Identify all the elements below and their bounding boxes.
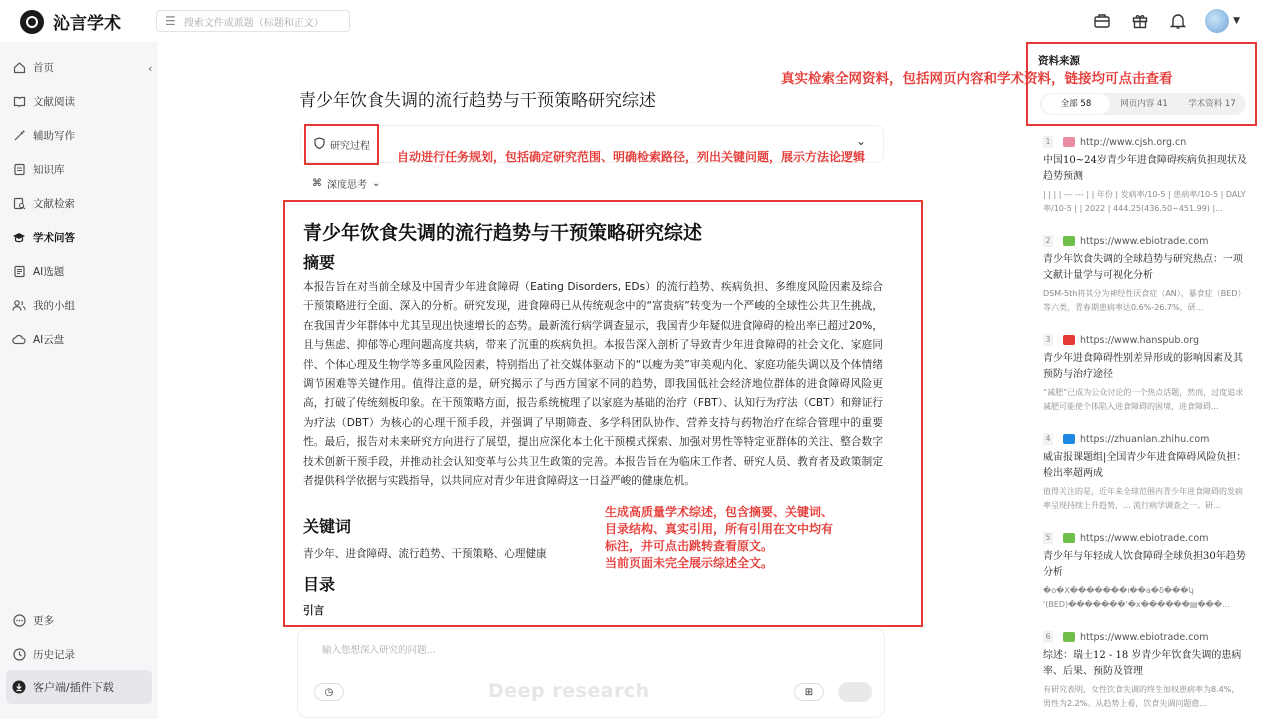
site-favicon-icon xyxy=(1063,533,1075,543)
research-process-button[interactable] xyxy=(304,124,379,165)
question-input[interactable]: 输入您想深入研究的问题... xyxy=(322,645,436,656)
annotation-process: 自动进行任务规划，包括确定研究范围、明确检索路径，列出关键问题，展示方法论逻辑 xyxy=(397,150,866,164)
bell-icon[interactable] xyxy=(1167,10,1189,32)
abstract-heading: 摘要 xyxy=(303,253,336,272)
source-head xyxy=(1043,531,1247,545)
magic-pen-icon xyxy=(12,128,26,142)
site-favicon-icon xyxy=(1063,434,1075,444)
deep-think-toggle[interactable] xyxy=(312,176,380,191)
source-item[interactable] xyxy=(1043,432,1247,513)
source-number: 3 xyxy=(1043,334,1053,346)
clock-icon: ◷ xyxy=(324,686,334,698)
search-placeholder: 搜索文件或派题（标题和正文） xyxy=(183,17,324,29)
source-head xyxy=(1043,333,1247,347)
source-number: 5 xyxy=(1043,532,1053,544)
source-item[interactable] xyxy=(1043,234,1247,315)
sidebar-item-knowledge[interactable] xyxy=(6,154,152,184)
sidebar-item-history[interactable] xyxy=(6,639,152,669)
sources-header xyxy=(1026,42,1257,126)
source-head xyxy=(1043,234,1247,248)
question-input-box[interactable] xyxy=(297,628,885,718)
tab-academic[interactable]: 学术资料 17 xyxy=(1188,99,1236,109)
annotation-line: 生成高质量学术综述，包含摘要、关键词、 xyxy=(605,505,834,519)
more-icon xyxy=(12,613,26,627)
review-title: 青少年饮食失调的流行趋势与干预策略研究综述 xyxy=(303,222,703,244)
sidebar-item-ai-topic[interactable] xyxy=(6,256,152,286)
history-button[interactable] xyxy=(314,683,344,701)
top-actions xyxy=(1091,9,1240,33)
keywords-heading: 关键词 xyxy=(303,517,352,536)
source-snippet: 有研究表明，女性饮食失调的终生加权患病率为8.4%，男性为2.2%。从趋势上看，饮食失调问题愈... xyxy=(1043,685,1240,708)
source-title[interactable]: 青少年饮食失调的全球趋势与研究热点：一项文献计量学与可视化分析 xyxy=(1043,254,1243,281)
deep-think-label: 深度思考 xyxy=(327,180,367,191)
site-favicon-icon xyxy=(1063,632,1075,642)
site-favicon-icon xyxy=(1063,137,1075,147)
review-content xyxy=(283,200,923,627)
sidebar-item-home[interactable] xyxy=(6,52,152,82)
annotation-line: 目录结构、真实引用，所有引用在文中均有 xyxy=(605,522,834,536)
source-title[interactable]: 青少年与年轻成人饮食障碍全球负担30年趋势分析 xyxy=(1043,551,1246,578)
deep-research-watermark: Deep research xyxy=(488,680,650,702)
source-title[interactable]: 威宙报课题组|全国青少年进食障碍风险负担：检出率超两成 xyxy=(1043,452,1247,479)
sidebar-item-academic-qa[interactable] xyxy=(6,222,152,252)
source-item[interactable] xyxy=(1043,531,1247,612)
sidebar-item-ai-cloud[interactable] xyxy=(6,324,152,354)
site-favicon-icon xyxy=(1063,335,1075,345)
source-title[interactable]: 青少年进食障碍性别差异形成的影响因素及其预防与治疗途径 xyxy=(1043,353,1243,380)
chevron-down-icon: ⌄ xyxy=(372,178,381,189)
sidebar-item-download[interactable] xyxy=(6,670,152,704)
sidebar-item-label: 首页 xyxy=(33,61,54,74)
group-icon xyxy=(12,298,26,312)
source-head xyxy=(1043,432,1247,446)
source-head xyxy=(1043,135,1247,149)
chevron-down-icon[interactable]: ⌄ xyxy=(856,134,867,148)
source-number: 6 xyxy=(1043,631,1053,643)
source-snippet: �o�X�������ı��a�δ���ʮ '(BED)�������'�x������▤���... xyxy=(1043,586,1230,609)
sidebar-item-label: 文献检索 xyxy=(33,197,75,210)
abstract-text: 本报告旨在对当前全球及中国青少年进食障碍（Eating Disorders, EDs）的流行趋势、疾病负担、多维度风险因素及综合干预策略进行全面、深入的分析。研究发现，进食障碍已从传统观念中的“富贵病”转变为一个严峻的全球性公共卫生挑战，在我国青少年群体中尤其呈现出快速增长的态势。最新流行病学调查显示，我国青少年疑似进食障碍的检出率已超过20%，且与焦虑、抑郁等心理问题高度共病，带来了沉重的疾病负担。本报告深入剖析了导致青少年进食障碍的社会文化、家庭同伴、个体心理及生物学等多重风险因素，特别指出了社交媒体驱动下的“以瘦为美”审美观内化、家庭功能失调以及个体情绪调节困难等关键作用。值得注意的是，研究揭示了与西方国家不同的趋势，即我国低社会经济地位群体的进食障碍风险更高，打破了传统刻板印象。在干预策略方面，报告系统梳理了以家庭为基础的治疗（FBT）、认知行为疗法（CBT）和辩证行为疗法（DBT）为核心的心理干预手段，并强调了早期筛查、多学科团队协作、营养支持与药物治疗在综合管理中的重要性。最后，报告对未来研究方向进行了展望，提出应深化本土化干预模式探索、加强对男性等特定亚群体的关注、整合数字技术创新干预手段，并推动社会认知变革与公共卫生政策的完善。本报告旨在为临床工作者、研究人员、教育者及政策制定者提供科学依据与实践指导，以共同应对青少年进食障碍这一日益严峻的健康危机。 xyxy=(303,281,883,488)
menu-lines-icon: ☰ xyxy=(165,14,176,28)
search-document-icon xyxy=(12,196,26,210)
source-url[interactable]: https://zhuanlan.zhihu.com xyxy=(1080,433,1210,445)
source-number: 1 xyxy=(1043,136,1053,148)
keywords-text: 青少年、进食障碍、流行趋势、干预策略、心理健康 xyxy=(303,548,547,560)
sidebar-item-label: 历史记录 xyxy=(33,648,75,661)
sources-title: 资料来源 xyxy=(1038,55,1080,67)
home-icon xyxy=(12,60,26,74)
sources-tabs xyxy=(1040,93,1246,115)
shield-icon xyxy=(314,137,325,152)
search-input[interactable] xyxy=(156,10,350,32)
source-title[interactable]: 中国10~24岁青少年进食障碍疾病负担现状及趋势预测 xyxy=(1043,155,1247,182)
source-snippet: DSM-5th将其分为神经性厌食症（AN）、暴食症（BED）等六类，青春期患病率达0.6%-26.7%，研... xyxy=(1043,289,1246,312)
sidebar-item-label: 客户端/插件下载 xyxy=(33,681,114,694)
gift-icon[interactable] xyxy=(1129,10,1151,32)
cloud-icon xyxy=(12,332,26,346)
logo-mark-icon xyxy=(20,10,44,34)
tab-web[interactable]: 网页内容 41 xyxy=(1120,99,1168,109)
app-logo[interactable] xyxy=(20,9,121,34)
sidebar-item-label: AI云盘 xyxy=(33,333,65,346)
page-title: 青少年饮食失调的流行趋势与干预策略研究综述 xyxy=(299,91,656,111)
annotation-line: 标注，并可点击跳转查看原文。 xyxy=(605,539,774,553)
source-number: 2 xyxy=(1043,235,1053,247)
collapse-sidebar-icon[interactable]: ‹ xyxy=(148,62,153,75)
site-favicon-icon xyxy=(1063,236,1075,246)
source-url[interactable]: https://www.ebiotrade.com xyxy=(1080,235,1209,247)
source-item[interactable] xyxy=(1043,630,1247,711)
briefcase-icon[interactable] xyxy=(1091,10,1113,32)
clock-icon xyxy=(12,647,26,661)
book-icon xyxy=(12,94,26,108)
sidebar-item-my-group[interactable] xyxy=(6,290,152,320)
source-head xyxy=(1043,630,1247,644)
download-icon xyxy=(12,680,26,694)
top-bar xyxy=(0,0,1266,42)
sidebar-item-label: 文献阅读 xyxy=(33,95,75,108)
tab-all[interactable]: 全部 58 xyxy=(1042,94,1110,114)
attach-button[interactable] xyxy=(794,683,824,701)
source-item[interactable] xyxy=(1043,135,1247,216)
annotation-line: 当前页面未完全展示综述全文。 xyxy=(605,556,774,570)
sidebar-item-writing[interactable] xyxy=(6,120,152,150)
chevron-down-icon[interactable]: ▼ xyxy=(1233,16,1240,26)
sidebar-item-label: 学术问答 xyxy=(33,231,75,244)
sidebar-item-label: 我的小组 xyxy=(33,299,75,312)
send-button[interactable] xyxy=(838,682,872,702)
sidebar-item-literature-search[interactable] xyxy=(6,188,152,218)
research-process-label: 研究过程 xyxy=(330,141,370,152)
sidebar-item-label: 更多 xyxy=(33,614,54,627)
document-icon xyxy=(12,162,26,176)
source-number: 4 xyxy=(1043,433,1053,445)
sidebar-item-label: 辅助写作 xyxy=(33,129,75,142)
annotation-review xyxy=(605,504,833,572)
source-url[interactable]: https://www.ebiotrade.com xyxy=(1080,631,1209,643)
user-avatar[interactable] xyxy=(1205,9,1229,33)
source-url[interactable]: https://www.hanspub.org xyxy=(1080,334,1200,346)
source-snippet: “减肥”已成为公众讨论的一个热点话题，然而，过度追求减肥可能使个体陷入进食障碍的困境，进食障碍... xyxy=(1043,388,1244,411)
sidebar-item-reading[interactable] xyxy=(6,86,152,116)
toc-heading: 目录 xyxy=(303,575,336,594)
plus-box-icon: ⊞ xyxy=(804,686,814,698)
source-item[interactable] xyxy=(1043,333,1247,414)
sidebar-item-more[interactable] xyxy=(6,605,152,635)
toc-item[interactable]: 引言 xyxy=(303,605,325,617)
list-document-icon xyxy=(12,264,26,278)
source-url[interactable]: http://www.cjsh.org.cn xyxy=(1080,136,1187,148)
sidebar-item-label: 知识库 xyxy=(33,163,65,176)
sidebar-item-label: AI选题 xyxy=(33,265,65,278)
atom-icon: ⌘ xyxy=(312,178,322,189)
source-url[interactable]: https://www.ebiotrade.com xyxy=(1080,532,1209,544)
app-name: 沁言学术 xyxy=(53,14,121,34)
sidebar xyxy=(0,42,158,719)
source-title[interactable]: 综述：瑞士12 - 18 岁青少年饮食失调的患病率、后果、预防及管理 xyxy=(1043,650,1242,677)
source-snippet: | | | | --- --- | | 年份 | 发病率/10-5 | 患病率/10-5 | DALY率/10-5 | | 2022 | 444.25(436.50~451.99) |... xyxy=(1043,190,1246,213)
graduation-cap-icon xyxy=(12,230,26,244)
source-snippet: 值得关注的是，近年来全球范围内青少年进食障碍的发病率呈现持续上升趋势，... 流行病学调查之一。研... xyxy=(1043,487,1243,510)
annotation-sources: 真实检索全网资料，包括网页内容和学术资料，链接均可点击查看 xyxy=(781,71,1173,87)
